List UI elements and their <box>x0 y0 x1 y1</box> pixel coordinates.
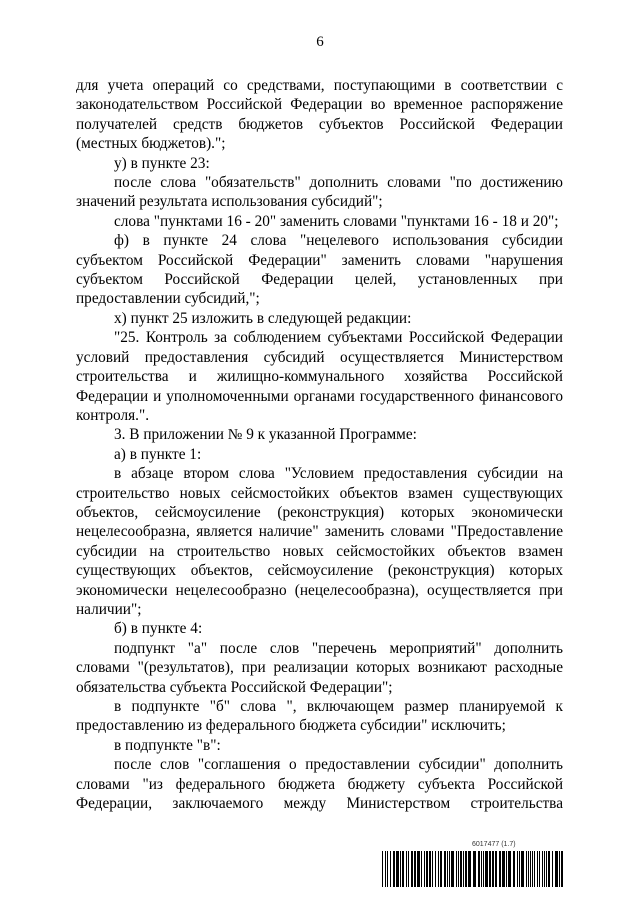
barcode-code: 6017477 (1.7) <box>472 841 516 848</box>
paragraph: для учета операций со средствами, поступающими в соответствии с законодательством Российской Федерации во временное распоряжение получателей средств бюджетов субъектов Российской Федерации (местных бюджетов)."; <box>76 77 563 153</box>
paragraph: в абзаце втором слова "Условием предоставления субсидии на строительство новых сейсмостойких объектов взамен существующих объектов, сейсмоусиление (реконструкция) которых экономически нецелесообразна, является наличие" заменить словами "Предоставление субсидии на строительство новых сейсмостойких объектов взамен существующих объектов, сейсмоусиление (реконструкция) которых экономически нецелесообразно (нецелесообразна), осуществляется при наличии"; <box>76 465 563 618</box>
paragraph: подпункт "а" после слов "перечень мероприятий" дополнить словами "(результатов), при реализации которых возникают расходные обязательства субъекта Российской Федерации"; <box>76 639 563 696</box>
paragraph: после слова "обязательств" дополнить словами "по достижению значений результата использования субсидий"; <box>76 174 563 211</box>
paragraph: б) в пункте 4: <box>114 620 203 638</box>
paragraph: у) в пункте 23: <box>114 154 210 172</box>
paragraph: а) в пункте 1: <box>114 445 202 463</box>
paragraph: после слов "соглашения о предоставлении субсидии" дополнить словами "из федерального бюджета бюджету субъекта Российской Федерации, заключаемого между Министерством строительства <box>76 756 563 813</box>
document-body <box>76 76 563 813</box>
barcode <box>382 841 564 893</box>
paragraph: х) пункт 25 изложить в следующей редакции: <box>114 309 412 327</box>
paragraph: слова "пунктами 16 - 20" заменить словами "пунктами 16 - 18 и 20"; <box>114 212 559 230</box>
paragraph: в подпункте "в": <box>114 736 221 754</box>
page-number: 6 <box>316 34 324 50</box>
paragraph: 3. В приложении № 9 к указанной Программе: <box>114 426 417 444</box>
paragraph: ф) в пункте 24 слова "нецелевого использования субсидии субъектом Российской Федерации" заменить словами "нарушения субъектом Российской Федерации целей, установленных при предоставлении субсидий,"; <box>76 232 563 308</box>
paragraph: "25. Контроль за соблюдением субъектами Российской Федерации условий предоставления субсидий осуществляется Министерством строительства и жилищно-коммунального хозяйства Российской Федерации и уполномоченными органами государственного финансового контроля.". <box>76 329 563 424</box>
barcode-bars <box>382 851 564 887</box>
paragraph: в подпункте "б" слова ", включающем размер планируемой к предоставлению из федерального бюджета субсидии" исключить; <box>76 698 563 735</box>
